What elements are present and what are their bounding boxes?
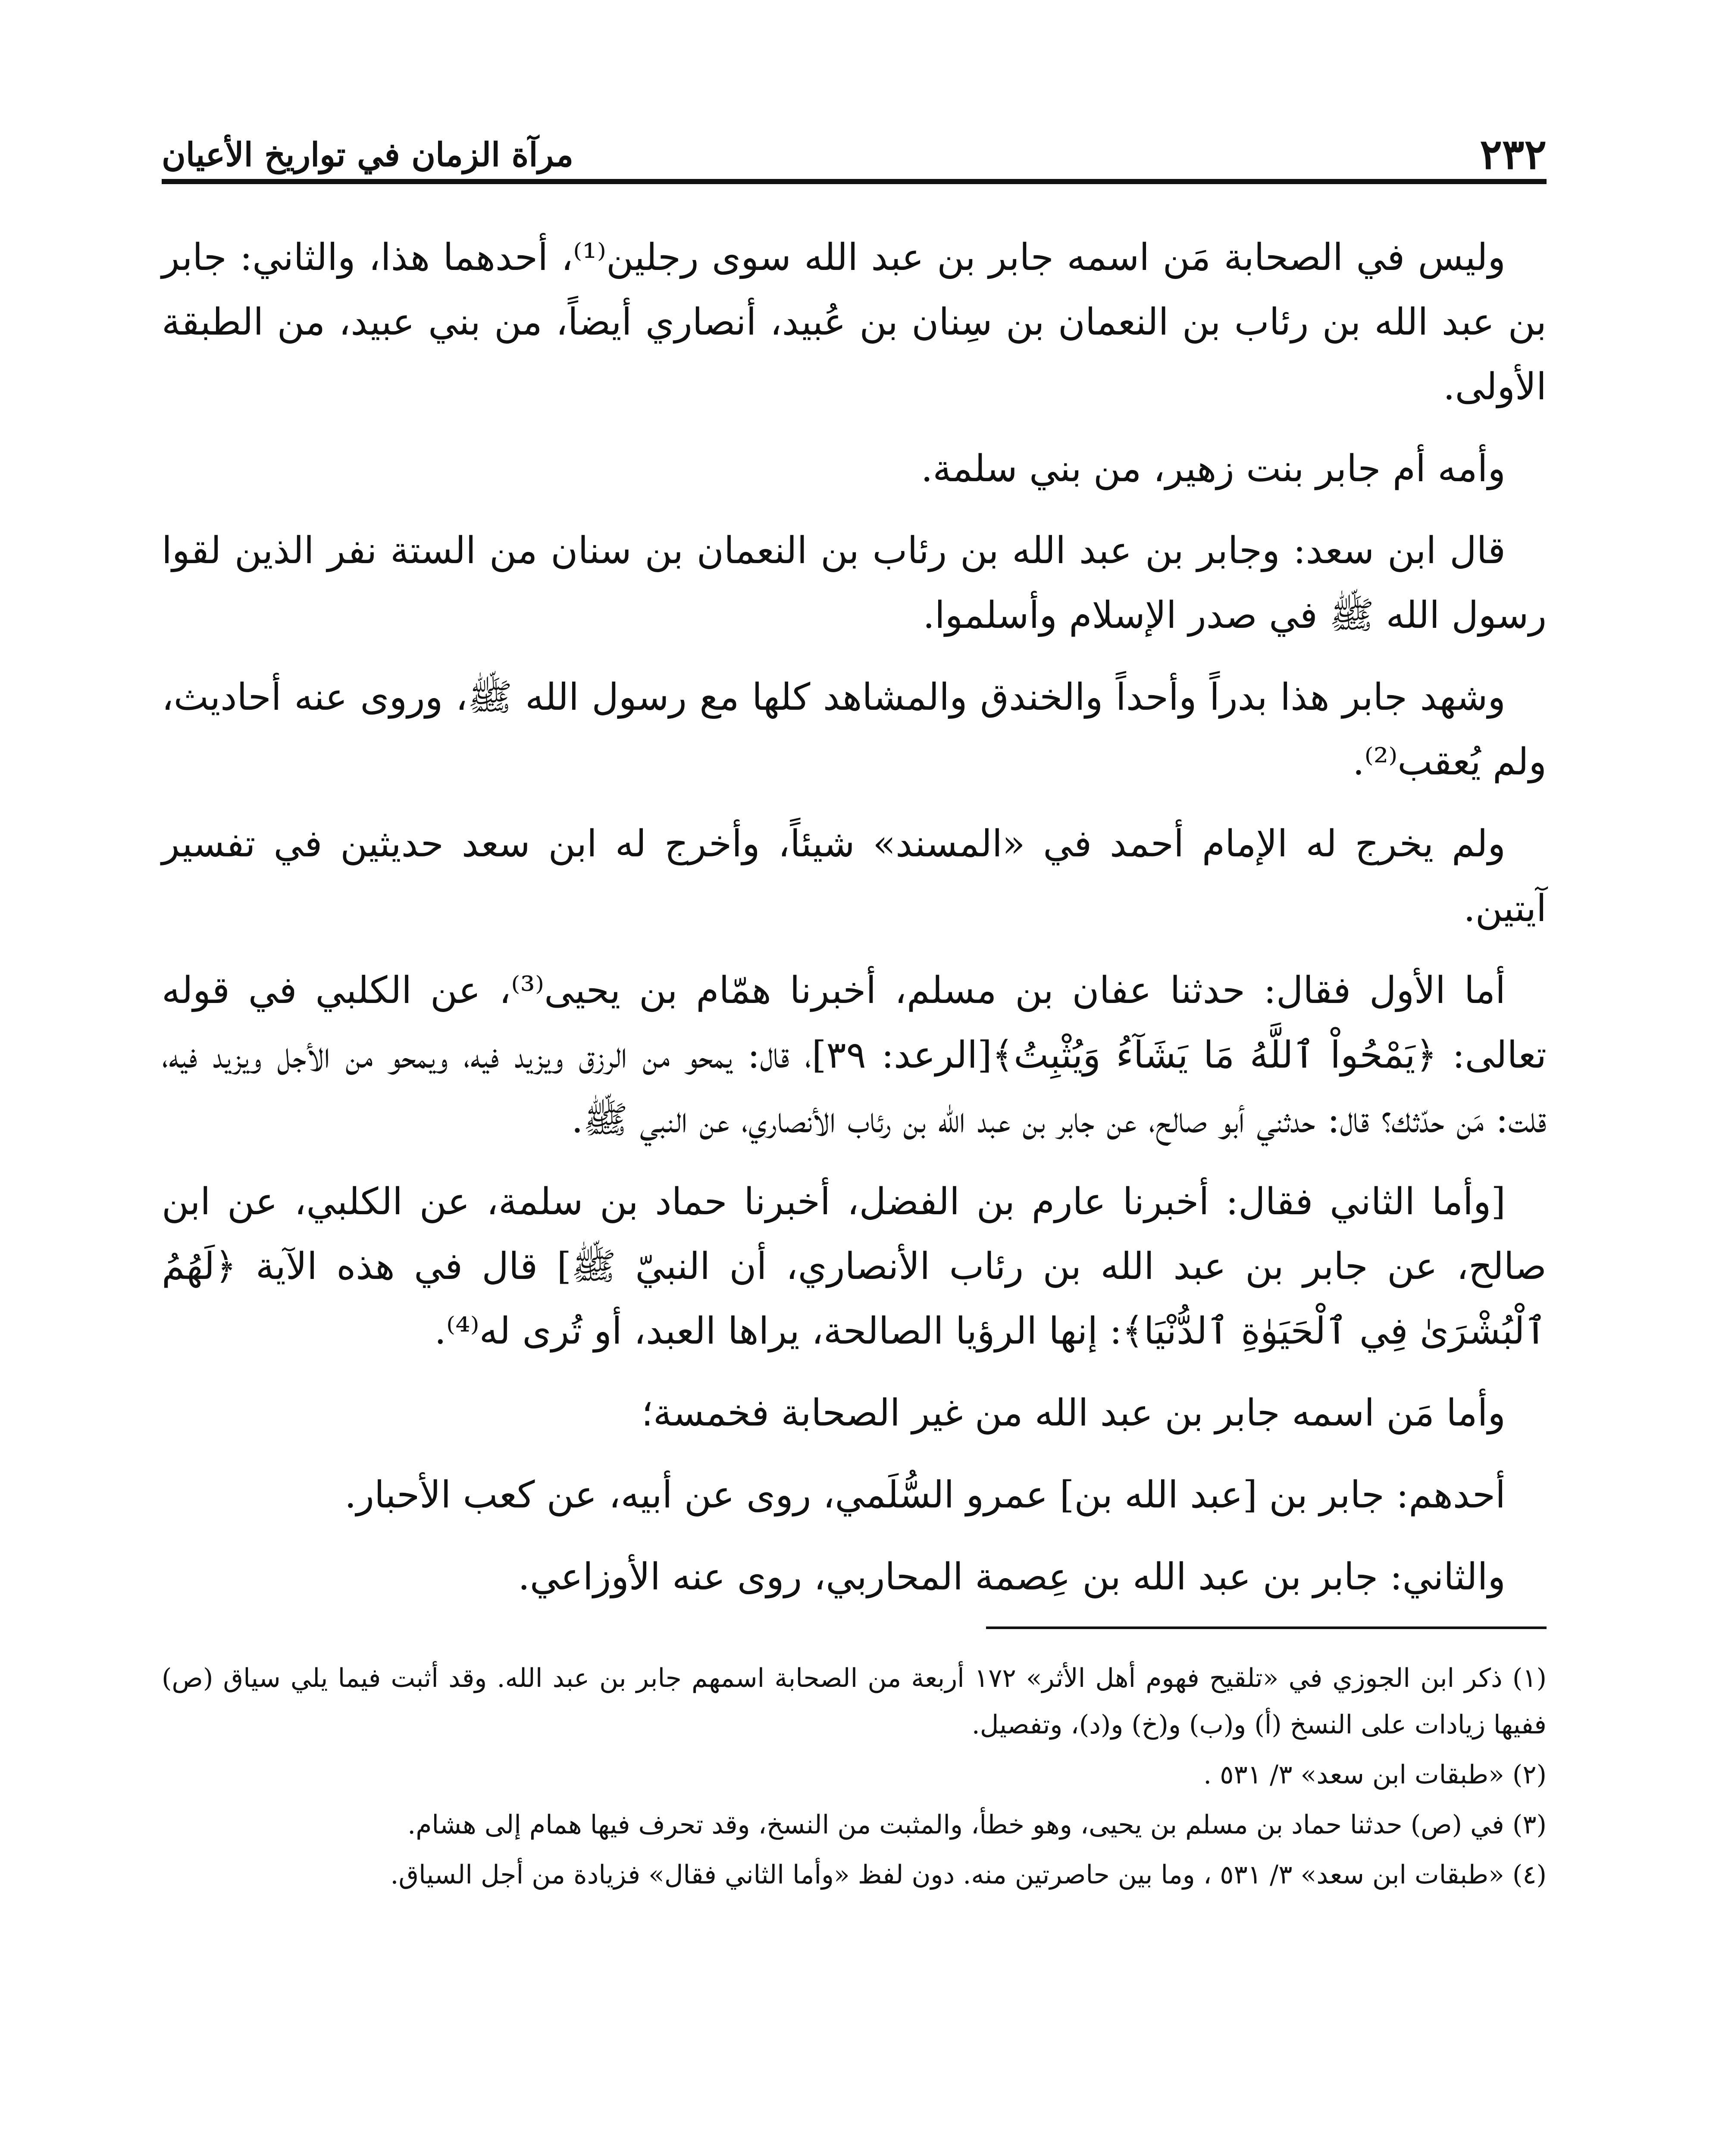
page-header — [162, 129, 1547, 184]
page-number: ٢٣٢ — [1480, 130, 1547, 179]
paragraph: والثاني: جابر بن عبد الله بن عِصمة المحاربي، روى عنه الأوزاعي. — [518, 1555, 1506, 1598]
footnote: (٤) «طبقات ابن سعد» ٣/ ٥٣١ ، وما بين حاصرتين منه. دون لفظ «وأما الثاني فقال» فزيادة من أجل السياق. — [390, 1860, 1547, 1890]
footnote: (٢) «طبقات ابن سعد» ٣/ ٥٣١ . — [1203, 1760, 1547, 1790]
main-text — [162, 225, 1547, 1609]
running-title: مرآة الزمان في تواريخ الأعيان — [162, 135, 574, 174]
footnote: (٣) في (ص) حدثنا حماد بن مسلم بن يحيى، وهو خطأ، والمثبت من النسخ، وقد تحرف فيها همام إلى هشام. — [407, 1810, 1547, 1840]
paragraph: ولم يخرج له الإمام أحمد في «المسند» شيئاً، وأخرج له ابن سعد حديثين في تفسير آيتين. — [162, 822, 1547, 930]
paragraph: وأمه أم جابر بنت زهير، من بني سلمة. — [921, 447, 1506, 490]
footnotes — [162, 1655, 1547, 1898]
paragraph: أحدهم: جابر بن [عبد الله بن] عمرو السُّلَمي، روى عن أبيه، عن كعب الأحبار. — [344, 1473, 1506, 1517]
paragraph: وأما مَن اسمه جابر بن عبد الله من غير الصحابة فخمسة؛ — [641, 1391, 1506, 1435]
paragraph: أما الأول فقال: حدثنا عفان بن مسلم، أخبرنا همّام بن يحيى⁽³⁾، عن الكلبي في قوله تعالى: ﴿يَمْحُواْ ٱللَّهُ مَا يَشَآءُ وَيُثْبِتُ﴾[الرعد: ٣٩]، قال: يمحو من الرزق ويزيد فيه، ويمحو من الأجل ويزيد فيه، قلت: مَن حدّثك؟ قال: حدثني أبو صالح، عن جابر بن عبد الله بن رئاب الأنصاري، عن النبي ﷺ. — [162, 969, 1547, 1141]
footnote: (١) ذكر ابن الجوزي في «تلقيح فهوم أهل الأثر» ١٧٢ أربعة من الصحابة اسمهم جابر بن عبد الله. وقد أثبت فيما يلي سياق (ص) ففيها زيادات على النسخ (أ) و(ب) و(خ) و(د)، وتفصيل. — [162, 1663, 1547, 1740]
paragraph: وليس في الصحابة مَن اسمه جابر بن عبد الله سوى رجلين⁽¹⁾، أحدهما هذا، والثاني: جابر بن عبد الله بن رئاب بن النعمان بن سِنان بن عُبيد، أنصاري أيضاً، من بني عبيد، من الطبقة الأولى. — [162, 236, 1547, 408]
paragraph: [وأما الثاني فقال: أخبرنا عارم بن الفضل، أخبرنا حماد بن سلمة، عن الكلبي، عن ابن صالح، عن جابر بن عبد الله بن رئاب الأنصاري، أن النبيّ ﷺ] قال في هذه الآية ﴿لَهُمُ ٱلْبُشْرَىٰ فِي ٱلْحَيَوٰةِ ٱلدُّنْيَا﴾: إنها الرؤيا الصالحة، يراها العبد، أو تُرى له⁽⁴⁾. — [162, 1180, 1547, 1353]
paragraph: وشهد جابر هذا بدراً وأحداً والخندق والمشاهد كلها مع رسول الله ﷺ، وروى عنه أحاديث، ولم يُعقب⁽²⁾. — [162, 676, 1547, 783]
paragraph: قال ابن سعد: وجابر بن عبد الله بن رئاب بن النعمان بن سنان من الستة نفر الذين لقوا رسول الله ﷺ في صدر الإسلام وأسلموا. — [162, 529, 1547, 637]
footnote-divider — [986, 1626, 1547, 1629]
